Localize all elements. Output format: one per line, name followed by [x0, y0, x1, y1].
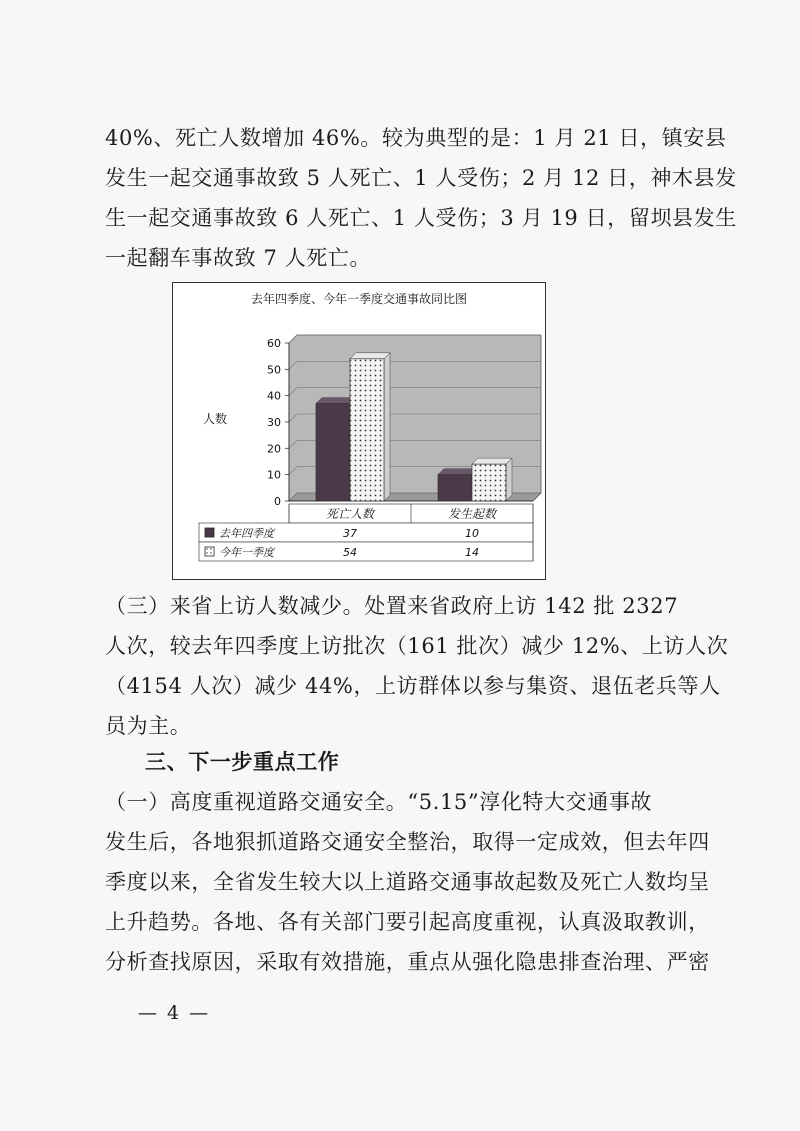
text-line: 发生一起交通事故致 5 人死亡、1 人受伤；2 月 12 日，神木县发 [105, 166, 737, 190]
text-line: （4154 人次）减少 44%，上访群体以参与集资、退伍老兵等人 [105, 674, 721, 698]
section-heading [145, 742, 735, 782]
y-tick-label: 10 [267, 468, 281, 482]
heading-text: 三、下一步重点工作 [145, 749, 340, 774]
text-line: （三）来省上访人数减少。处置来省政府上访 142 批 2327 [105, 594, 679, 618]
chart-title: 去年四季度、今年一季度交通事故同比图 [250, 292, 468, 306]
bar-side [384, 353, 390, 501]
data-label: 54 [343, 546, 357, 559]
legend-series-name: 今年一季度 [219, 546, 274, 559]
bar-last-q4 [438, 475, 472, 501]
y-tick-label: 60 [267, 337, 281, 350]
text-line: 上升趋势。各地、各有关部门要引起高度重视，认真汲取教训， [105, 910, 710, 934]
y-axis-label: 人数 [203, 412, 228, 426]
legend-swatch [205, 547, 214, 556]
bar-top [472, 458, 512, 464]
page-number: — 4 — [138, 1002, 211, 1024]
text-line: 员为主。 [105, 714, 192, 738]
paragraph-petition-decrease [105, 586, 729, 746]
x-category-label: 死亡人数 [325, 507, 375, 521]
legend-swatch [205, 528, 214, 537]
data-label: 10 [465, 527, 479, 540]
x-category-label: 发生起数 [447, 507, 497, 521]
y-tick-label: 40 [267, 389, 281, 403]
bar-this-q1 [472, 464, 506, 501]
bar-last-q4 [316, 404, 350, 501]
text-line: 发生后，各地狠抓道路交通安全整治，取得一定成效，但去年四 [105, 830, 710, 854]
bar-top [350, 353, 390, 359]
text-line: 一起翻车事故致 7 人死亡。 [105, 246, 372, 270]
paragraph-casualty-increase [105, 118, 737, 278]
paragraph-road-safety [105, 782, 710, 982]
chart-canvas [173, 283, 545, 579]
text-line: 季度以来，全省发生较大以上道路交通事故起数及死亡人数均呈 [105, 870, 710, 894]
text-line: 40%、死亡人数增加 46%。较为典型的是：1 月 21 日，镇安县 [105, 126, 727, 150]
text-line: （一）高度重视道路交通安全。“5.15”淳化特大交通事故 [105, 790, 653, 814]
data-label: 14 [465, 546, 479, 559]
y-tick-label: 20 [267, 442, 281, 456]
y-tick-label: 0 [274, 495, 281, 508]
text-line: 分析查找原因，采取有效措施，重点从强化隐患排查治理、严密 [105, 950, 710, 974]
accident-comparison-chart [172, 282, 546, 580]
text-line: 生一起交通事故致 6 人死亡、1 人受伤；3 月 19 日，留坝县发生 [105, 206, 737, 230]
data-label: 37 [343, 527, 357, 540]
legend-series-name: 去年四季度 [219, 527, 274, 540]
text-line: 人次，较去年四季度上访批次（161 批次）减少 12%、上访人次 [105, 634, 729, 658]
bar-side [506, 458, 512, 501]
y-tick-label: 50 [267, 363, 281, 377]
bar-this-q1 [350, 359, 384, 501]
y-tick-label: 30 [267, 416, 281, 429]
